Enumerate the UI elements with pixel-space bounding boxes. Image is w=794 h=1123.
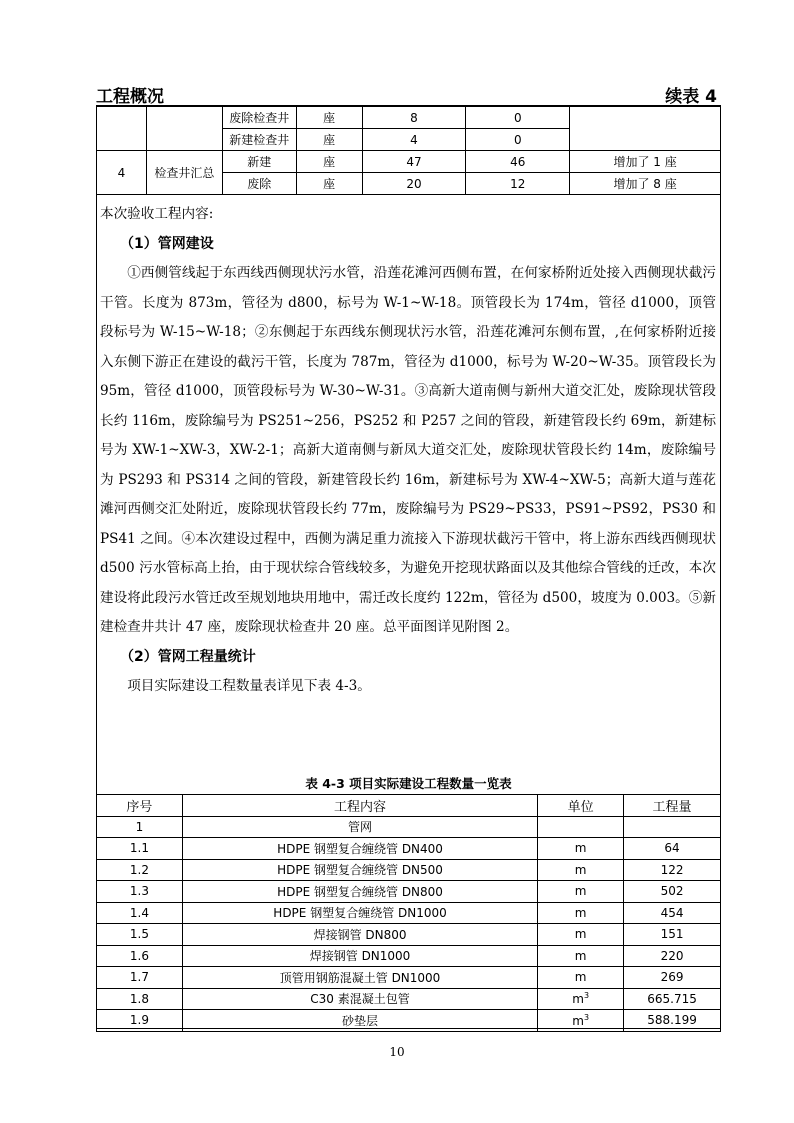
empty-cell: [146, 107, 222, 151]
row-content: HDPE 钢塑复合缠绕管 DN500: [182, 859, 537, 881]
table-reference: 项目实际建设工程数量表详见下表 4-3。: [127, 678, 371, 694]
unit-superscript: 3: [583, 1012, 590, 1022]
table-row: [97, 924, 721, 946]
item-unit: 座: [296, 151, 362, 173]
header-no: 序号: [97, 795, 183, 817]
item-name: 新建: [222, 151, 296, 173]
row-quantity: 220: [624, 945, 721, 967]
row-no: 1.1: [97, 838, 183, 860]
row-quantity: 122: [624, 859, 721, 881]
row-unit: [538, 1010, 624, 1032]
unit-text: m: [572, 992, 584, 1007]
item-design: 47: [362, 151, 466, 173]
item-unit: 座: [296, 173, 362, 195]
page-header: [96, 80, 721, 108]
group-name: 检查井汇总: [146, 151, 222, 195]
continued-label: 续表 4: [665, 87, 717, 107]
empty-cell: [570, 107, 721, 151]
body-text: [100, 200, 716, 702]
row-content: HDPE 钢塑复合缠绕管 DN800: [182, 881, 537, 903]
row-content: HDPE 钢塑复合缠绕管 DN400: [182, 838, 537, 860]
table-row: [97, 151, 721, 173]
table-row: [97, 859, 721, 881]
row-no: 1.9: [97, 1010, 183, 1032]
item-name: 新建检查井: [222, 129, 296, 151]
unit-text: m: [572, 1013, 584, 1028]
row-content: 焊接钢管 DN800: [182, 924, 537, 946]
row-no: 1.5: [97, 924, 183, 946]
item-note: 增加了 1 座: [570, 151, 721, 173]
row-content: 焊接钢管 DN1000: [182, 945, 537, 967]
item-actual: 0: [466, 129, 570, 151]
row-unit: m: [538, 902, 624, 924]
row-quantity: 269: [624, 967, 721, 989]
row-no: 1.3: [97, 881, 183, 903]
row-content: 砂垫层: [182, 1010, 537, 1032]
heading-quantity-statistics: （2）管网工程量统计: [120, 648, 256, 665]
page-number: 10: [389, 1045, 405, 1059]
row-content: 顶管用钢筋混凝土管 DN1000: [182, 967, 537, 989]
item-note: 增加了 8 座: [570, 173, 721, 195]
item-actual: 46: [466, 151, 570, 173]
row-content: HDPE 钢塑复合缠绕管 DN1000: [182, 902, 537, 924]
item-name: 废除检查井: [222, 107, 296, 129]
row-unit: m: [538, 838, 624, 860]
table-row: [97, 881, 721, 903]
row-unit: m: [538, 881, 624, 903]
item-actual: 12: [466, 173, 570, 195]
table-row: [97, 838, 721, 860]
table-row: [97, 1010, 721, 1032]
header-unit: 单位: [538, 795, 624, 817]
row-quantity: 64: [624, 838, 721, 860]
item-unit: 座: [296, 107, 362, 129]
row-unit: [538, 816, 624, 838]
row-unit: m: [538, 924, 624, 946]
heading-network-construction: （1）管网建设: [120, 235, 214, 252]
item-name: 废除: [222, 173, 296, 195]
row-content: C30 素混凝土包管: [182, 988, 537, 1010]
row-no: 1.2: [97, 859, 183, 881]
table-caption: 表 4-3 项目实际建设工程数量一览表: [305, 776, 512, 791]
row-quantity: 151: [624, 924, 721, 946]
table-header-row: [97, 795, 721, 817]
empty-cell: [97, 107, 147, 151]
row-unit: m: [538, 859, 624, 881]
section-title: 工程概况: [96, 87, 164, 107]
intro-text: 本次验收工程内容:: [100, 206, 214, 222]
item-no: 4: [97, 151, 147, 195]
row-no: 1: [97, 816, 183, 838]
row-no: 1.6: [97, 945, 183, 967]
item-unit: 座: [296, 129, 362, 151]
row-no: 1.8: [97, 988, 183, 1010]
table-row: [97, 988, 721, 1010]
table-row: [97, 967, 721, 989]
row-no: 1.7: [97, 967, 183, 989]
manhole-table: [96, 106, 721, 195]
header-content: 工程内容: [182, 795, 537, 817]
network-description: ①西侧管线起于东西线西侧现状污水管，沿莲花滩河西侧布置，在何家桥附近处接入西侧现状截污干管。长度为 873m，管径为 d800，标号为 W-1~W-18。顶管段长为 174m，管径 d1000，顶管段标号为 W-15~W-18；②东侧起于东西线东侧现状污水管，沿莲花滩河东侧布置，,在何家桥附近接入东侧下游正在建设的截污干管，长度为 787m，管径为 d1000，标号为 W-20~W-35。顶管段长为 95m，管径 d1000，顶管段标号为 W-30~W-31。③高新大道南侧与新州大道交汇处，废除现状管段长约 116m，废除编号为 PS251~256，PS252 和 P257 之间的管段，新建管段长约 69m，新建标号为 XW-1~XW-3，XW-2-1；高新大道南侧与新凤大道交汇处，废除现状管段长约 14m，废除编号为 PS293 和 PS314 之间的管段，新建管段长约 16m，新建标号为 XW-4~XW-5；高新大道与莲花滩河西侧交汇处附近，废除现状管段长约 77m，废除编号为 PS29~PS33，PS91~PS92，PS30 和 PS41 之间。④本次建设过程中，西侧为满足重力流接入下游现状截污干管中，将上游东西线西侧现状 d500 污水管标高上抬，由于现状综合管线较多，为避免开挖现状路面以及其他综合管线的迁改，本次建设将此段污水管迁改至规划地块用地中，需迁改长度约 122m，管径为 d500，坡度为 0.003。⑤新建检查井共计 47 座，废除现状检查井 20 座。总平面图详见附图 2。: [100, 265, 716, 635]
row-unit: [538, 988, 624, 1010]
row-quantity: 502: [624, 881, 721, 903]
row-content: 管网: [182, 816, 537, 838]
item-actual: 0: [466, 107, 570, 129]
item-design: 20: [362, 173, 466, 195]
table-row: [97, 816, 721, 838]
quantity-table: [96, 794, 721, 1032]
row-unit: m: [538, 945, 624, 967]
item-design: 8: [362, 107, 466, 129]
row-quantity: [624, 816, 721, 838]
row-unit: m: [538, 967, 624, 989]
header-quantity: 工程量: [624, 795, 721, 817]
row-quantity: 665.715: [624, 988, 721, 1010]
table-row: [97, 902, 721, 924]
table-row: [97, 107, 721, 129]
row-quantity: 454: [624, 902, 721, 924]
unit-superscript: 3: [583, 991, 590, 1001]
row-quantity: 588.199: [624, 1010, 721, 1032]
item-design: 4: [362, 129, 466, 151]
table-row: [97, 945, 721, 967]
row-no: 1.4: [97, 902, 183, 924]
